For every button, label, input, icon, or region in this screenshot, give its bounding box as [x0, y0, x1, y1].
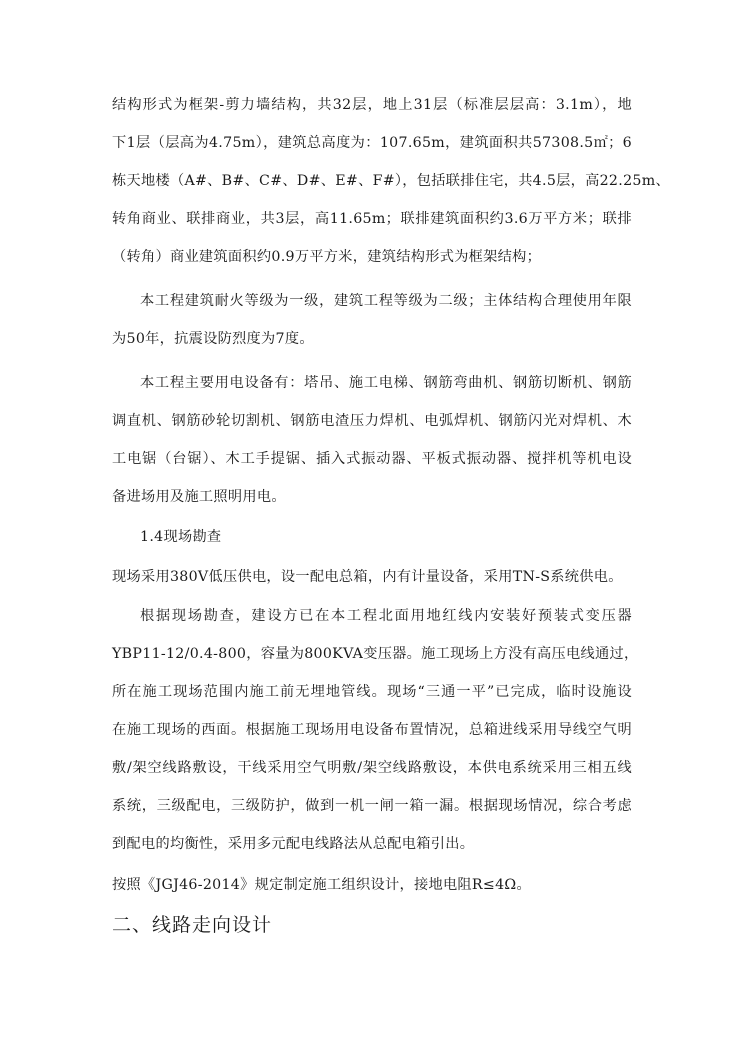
paragraph-structure — [112, 86, 670, 276]
paragraph-standard — [112, 866, 632, 904]
text-line: 按照《JGJ46-2014》规定制定施工组织设计，接地电阻R≤4Ω。 — [112, 877, 531, 893]
text-line: 工电锯（台锯）、木工手提锯、插入式振动器、平板式振动器、搅拌机等机电设 — [112, 451, 632, 467]
text-line: 本工程建筑耐火等级为一级，建筑工程等级为二级；主体结构合理使用年限 — [140, 293, 632, 309]
text-line: 调直机、钢筋砂轮切割机、钢筋电渣压力焊机、电弧焊机、钢筋闪光对焊机、木 — [112, 413, 632, 429]
paragraph-equipment — [112, 364, 632, 516]
text-line: 到配电的均衡性，采用多元配电线路法从总配电箱引出。 — [112, 836, 475, 852]
text-line: 所在施工现场范围内施工前无埋地管线。现场“三通一平”已完成，临时设施设 — [112, 684, 632, 700]
paragraph-fire-rating — [112, 282, 632, 358]
text-line: 现场采用380V低压供电，设一配电总箱，内有计量设备，采用TN-S系统供电。 — [112, 569, 623, 585]
text-line: 本工程主要用电设备有：塔吊、施工电梯、钢筋弯曲机、钢筋切断机、钢筋 — [140, 375, 632, 391]
text-line: 敷/架空线路敷设，干线采用空气明敷/架空线路敷设，本供电系统采用三相五线 — [112, 760, 632, 776]
text-line: 结构形式为框架-剪力墙结构，共32层，地上31层（标准层层高：3.1m），地 — [112, 97, 632, 113]
text-line: 为50年，抗震设防烈度为7度。 — [112, 331, 314, 347]
text-line: 在施工现场的西面。根据施工现场用电设备布置情况，总箱进线采用导线空气明 — [112, 722, 632, 738]
text-line: 转角商业、联排商业，共3层，高11.65m；联排建筑面积约3.6万平方米；联排 — [112, 211, 632, 227]
text-line: 根据现场勘查，建设方已在本工程北面用地红线内安装好预装式变压器 — [140, 608, 632, 624]
text-line: 下1层（层高为4.75m），建筑总高度为：107.65m，建筑面积共57308.5㎡；6 — [112, 135, 632, 151]
text-line: 备进场用及施工照明用电。 — [112, 489, 286, 505]
section-heading-1-4 — [112, 518, 632, 556]
section-heading-route-design: 二、线路走向设计 — [112, 914, 273, 936]
text-line: 系统，三级配电，三级防护，做到一机一闸一箱一漏。根据现场情况，综合考虑 — [112, 798, 632, 814]
text-line: 栋天地楼（A#、B#、C#、D#、E#、F#），包括联排住宅，共4.5层，高22.25m、 — [112, 173, 670, 189]
text-line: （转角）商业建筑面积约0.9万平方米，建筑结构形式为框架结构； — [112, 249, 542, 265]
section-title: 1.4现场勘查 — [140, 529, 222, 545]
text-line: YBP11-12/0.4-800，容量为800KVA变压器。施工现场上方没有高压电线通过， — [112, 646, 639, 662]
paragraph-site-survey — [112, 597, 639, 863]
paragraph-power-supply — [112, 558, 632, 596]
